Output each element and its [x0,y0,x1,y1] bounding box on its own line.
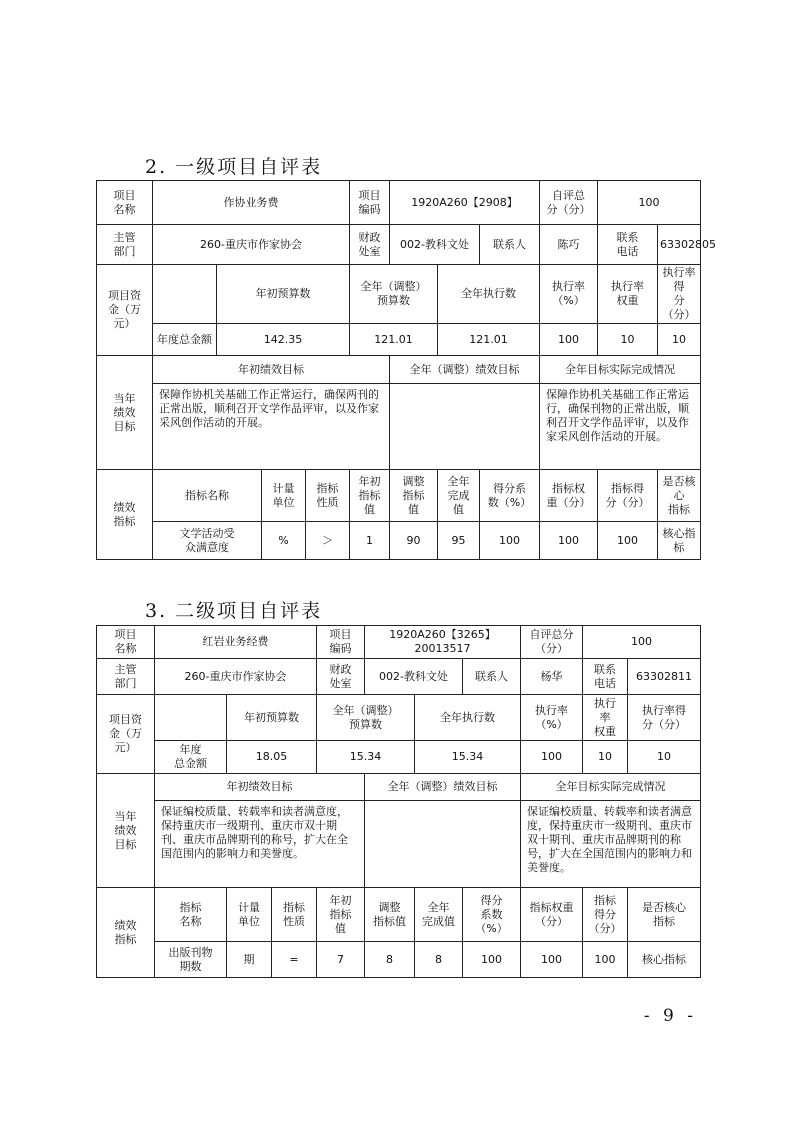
total-label: 年度总金额 [153,324,217,356]
header-goal-initial: 年初绩效目标 [155,774,365,801]
score: 100 [583,942,628,978]
header-nature: 指标 性质 [306,470,350,522]
initial-value: 7 [317,942,365,978]
goal-label: 当年 绩效 目标 [97,774,155,888]
score-coef: 100 [480,522,540,560]
project-code-label: 项目 编码 [350,181,390,225]
header-adjusted-budget: 全年（调整） 预算数 [317,695,415,741]
initial-budget: 142.35 [217,324,350,356]
indicator-name: 文学活动受 众满意度 [153,522,262,560]
phone-label: 联系 电话 [598,225,658,265]
exec-score: 10 [628,741,701,774]
self-score: 100 [598,181,701,225]
project-name: 红岩业务经费 [155,626,317,659]
header-indicator-name: 指标名称 [153,470,262,522]
goal-label: 当年 绩效 目标 [97,356,153,470]
funds-label: 项目资 金（万 元） [97,695,155,774]
header-adjusted-value: 调整 指标值 [365,888,415,942]
project-name-label: 项目 名称 [97,181,153,225]
goal-initial: 保证编校质量、转载率和读者满意度，保持重庆市一级期刊、重庆市双十期刊、重庆市品牌期刊的称号，扩大在全国范围内的影响力和美誉度。 [155,801,365,888]
goal-actual: 保障作协机关基础工作正常运行，确保刊物的正常出版，顺利召开文学作品评审，以及作家采风创作活动的开展。 [540,384,701,470]
page-number: - 9 - [643,1006,697,1026]
project-code: 1920A260【2908】 [390,181,540,225]
indicator-label: 绩效 指标 [97,888,155,978]
header-exec-weight: 执行率 权重 [598,265,658,324]
header-exec-score: 执行率得 分（分） [628,695,701,741]
header-adjusted-value: 调整 指标 值 [390,470,438,522]
dept: 260-重庆市作家协会 [153,225,350,265]
project-self-evaluation-table-2 [96,625,701,978]
blank-cell [153,265,217,324]
header-goal-actual: 全年目标实际完成情况 [521,774,701,801]
finance: 002-教科文处 [390,225,480,265]
weight: 100 [540,522,598,560]
finance-label: 财政 处室 [350,225,390,265]
header-exec-weight: 执行 率 权重 [583,695,628,741]
project-self-evaluation-table-1 [96,180,716,560]
indicator-label: 绩效 指标 [97,470,153,560]
header-executed: 全年执行数 [438,265,540,324]
header-score: 指标 得分 （分） [583,888,628,942]
executed: 15.34 [415,741,521,774]
adjusted-value: 8 [365,942,415,978]
initial-value: 1 [350,522,390,560]
header-exec-rate: 执行率 （%） [521,695,583,741]
header-weight: 指标权 重（分） [540,470,598,522]
header-goal-initial: 年初绩效目标 [153,356,390,384]
total-label: 年度 总金额 [155,741,227,774]
header-indicator-name: 指标 名称 [155,888,227,942]
header-initial-value: 年初 指标 值 [317,888,365,942]
header-exec-rate: 执行率 （%） [540,265,598,324]
project-code: 1920A260【3265】20013517 [365,626,521,659]
project-code-label: 项目 编码 [317,626,365,659]
section-heading: 3. 二级项目自评表 [145,600,323,622]
core: 核心指标 [658,522,701,560]
header-weight: 指标权重 （分） [521,888,583,942]
header-score-coef: 得分 系数 （%） [463,888,521,942]
exec-weight: 10 [598,324,658,356]
header-score: 指标得 分（分） [598,470,658,522]
score-coef: 100 [463,942,521,978]
header-executed: 全年执行数 [415,695,521,741]
score: 100 [598,522,658,560]
self-score: 100 [583,626,701,659]
completed-value: 8 [415,942,463,978]
header-score-coef: 得分系 数（%） [480,470,540,522]
phone-label: 联系 电话 [583,659,628,695]
contact: 陈巧 [540,225,598,265]
header-unit: 计量 单位 [262,470,306,522]
header-initial-budget: 年初预算数 [227,695,317,741]
goal-actual: 保证编校质量、转载率和读者满意度，保持重庆市一级期刊、重庆市双十期刊、重庆市品牌期刊的称号，扩大在全国范围内的影响力和美誉度。 [521,801,701,888]
exec-weight: 10 [583,741,628,774]
dept-label: 主管 部门 [97,225,153,265]
nature: ＞ [306,522,350,560]
indicator-name: 出版刊物 期数 [155,942,227,978]
header-unit: 计量 单位 [227,888,272,942]
header-adjusted-budget: 全年（调整） 预算数 [350,265,438,324]
adjusted-budget: 15.34 [317,741,415,774]
header-goal-adjusted: 全年（调整）绩效目标 [365,774,521,801]
exec-score: 10 [658,324,701,356]
header-core: 是否核心 指标 [628,888,701,942]
contact-label: 联系人 [480,225,540,265]
phone: 63302811 [628,659,701,695]
unit: % [262,522,306,560]
contact-label: 联系人 [463,659,521,695]
header-goal-actual: 全年目标实际完成情况 [540,356,701,384]
header-exec-score: 执行率得 分（分） [658,265,701,324]
dept: 260-重庆市作家协会 [155,659,317,695]
header-completed-value: 全年 完成 值 [438,470,480,522]
header-goal-adjusted: 全年（调整）绩效目标 [390,356,540,384]
header-core: 是否核心 指标 [658,470,701,522]
header-nature: 指标 性质 [272,888,317,942]
weight: 100 [521,942,583,978]
initial-budget: 18.05 [227,741,317,774]
self-score-label: 自评总 分（分） [540,181,598,225]
adjusted-budget: 121.01 [350,324,438,356]
goal-initial: 保障作协机关基础工作正常运行，确保两刊的正常出版，顺利召开文学作品评审，以及作家采风创作活动的开展。 [153,384,390,470]
core: 核心指标 [628,942,701,978]
project-name: 作协业务费 [153,181,350,225]
nature: = [272,942,317,978]
blank-cell [155,695,227,741]
goal-adjusted [365,801,521,888]
executed: 121.01 [438,324,540,356]
dept-label: 主管 部门 [97,659,155,695]
unit: 期 [227,942,272,978]
goal-adjusted [390,384,540,470]
completed-value: 95 [438,522,480,560]
exec-rate: 100 [521,741,583,774]
contact: 杨华 [521,659,583,695]
header-initial-budget: 年初预算数 [217,265,350,324]
finance-label: 财政 处室 [317,659,365,695]
phone: 63302805 [658,225,701,265]
section-heading: 2. 一级项目自评表 [145,156,323,178]
header-initial-value: 年初 指标 值 [350,470,390,522]
funds-label: 项目资 金（万 元） [97,265,153,356]
finance: 002-教科文处 [365,659,463,695]
self-score-label: 自评总分 （分） [521,626,583,659]
adjusted-value: 90 [390,522,438,560]
exec-rate: 100 [540,324,598,356]
project-name-label: 项目 名称 [97,626,155,659]
header-completed-value: 全年 完成值 [415,888,463,942]
